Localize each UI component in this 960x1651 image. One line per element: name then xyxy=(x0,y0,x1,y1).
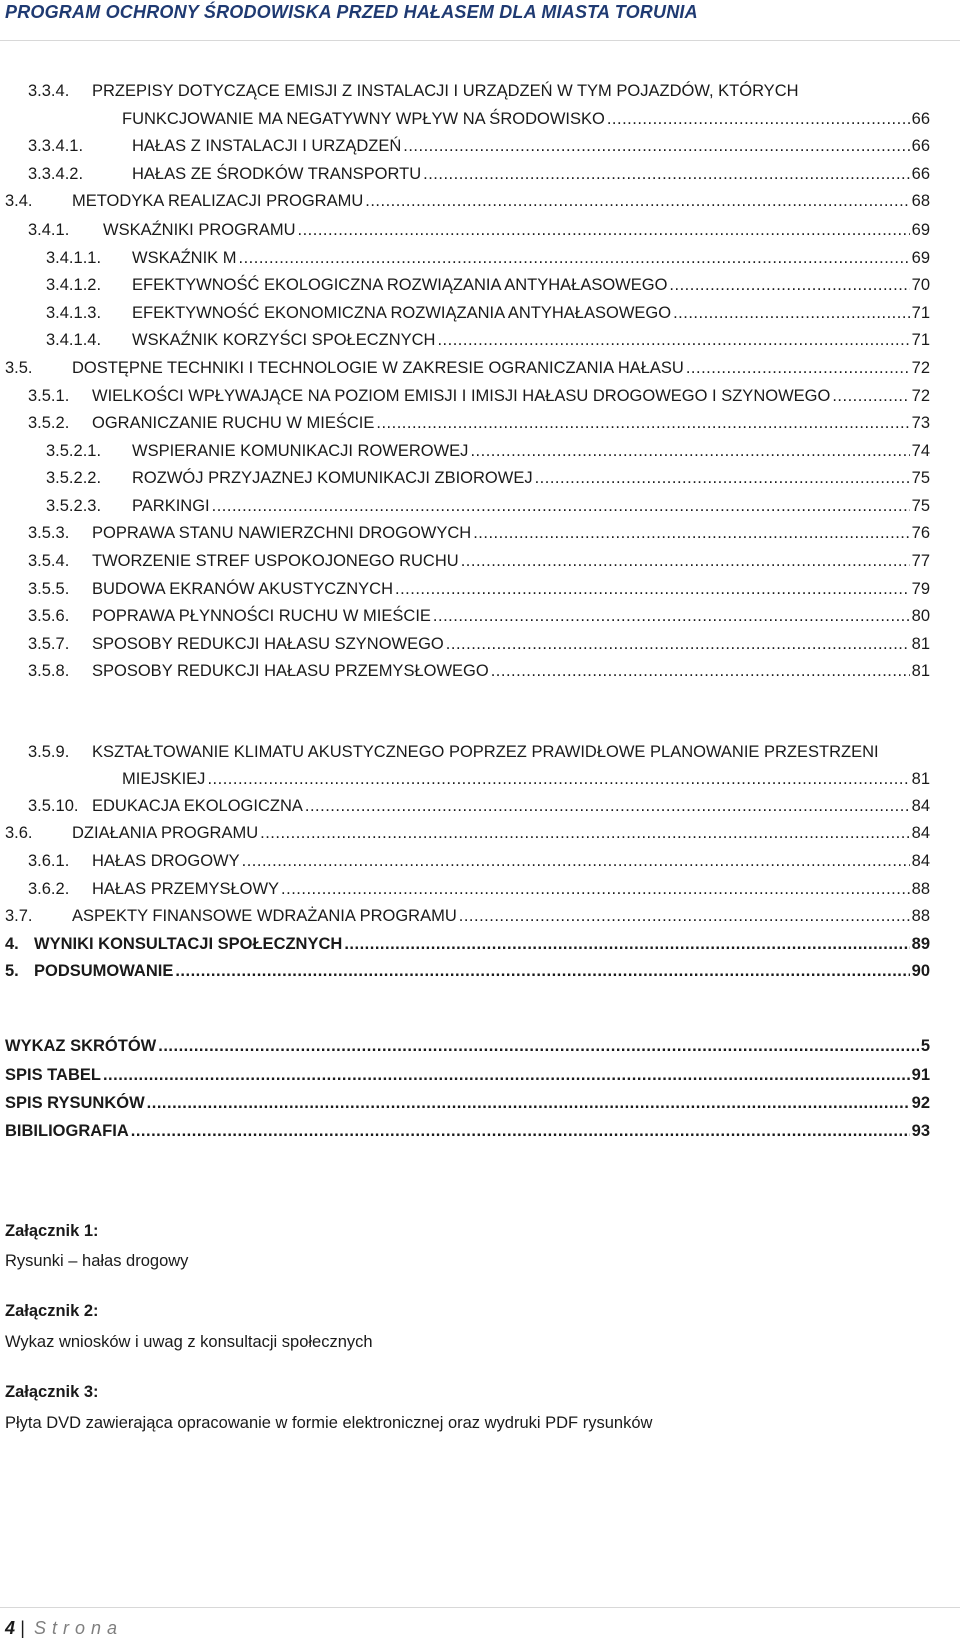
toc-entry[interactable] xyxy=(46,304,930,332)
toc-entry[interactable] xyxy=(46,249,930,277)
toc-entry-page: 5 xyxy=(920,1037,930,1055)
toc-entry-title: OGRANICZANIE RUCHU W MIEŚCIE xyxy=(92,414,375,432)
toc-entry-page: 69 xyxy=(911,249,930,267)
toc-entry-page: 73 xyxy=(911,414,930,432)
toc-entry-number: 3.3.4. xyxy=(28,82,70,100)
toc-leader-dots xyxy=(239,249,910,268)
toc-entry-title: PODSUMOWANIE xyxy=(34,962,174,980)
toc-entry[interactable] xyxy=(28,414,930,442)
toc-entry-page: 72 xyxy=(911,359,930,377)
toc-entry-number: 3.5.2.3. xyxy=(46,497,102,515)
toc-entry-number: 3.3.4.2. xyxy=(28,165,84,183)
toc-entry-page: 71 xyxy=(911,304,930,322)
toc-entry-page: 80 xyxy=(911,607,930,625)
toc-leader-dots xyxy=(260,824,910,843)
toc-leader-dots xyxy=(461,552,910,571)
toc-entry-page: 71 xyxy=(911,331,930,349)
toc-leader-dots xyxy=(131,1122,910,1141)
toc-leader-dots xyxy=(207,770,909,789)
toc-entry-title: WSKAŹNIKI PROGRAMU xyxy=(103,221,296,239)
toc-entry-title: HAŁAS ZE ŚRODKÓW TRANSPORTU xyxy=(132,165,422,183)
toc-entry-title: DOSTĘPNE TECHNIKI I TECHNOLOGIE W ZAKRESIE OGRANICZANIA HAŁASU xyxy=(72,359,684,377)
toc-entry[interactable] xyxy=(5,1122,930,1150)
toc-leader-dots xyxy=(607,110,910,129)
toc-entry-title: TWORZENIE STREF USPOKOJONEGO RUCHU xyxy=(92,552,459,570)
toc-entry-page: 70 xyxy=(911,276,930,294)
toc-leader-dots xyxy=(103,1066,910,1085)
toc-entry-title: SPIS TABEL xyxy=(5,1066,101,1084)
toc-entry-title: METODYKA REALIZACJI PROGRAMU xyxy=(72,192,364,210)
toc-entry[interactable] xyxy=(5,359,930,387)
toc-entry-page: 81 xyxy=(911,770,930,788)
toc-entry-page: 90 xyxy=(911,962,930,980)
toc-entry[interactable] xyxy=(5,1094,930,1122)
toc-entry-number: 3.4.1. xyxy=(28,221,70,239)
toc-entry-page: 66 xyxy=(911,165,930,183)
toc-entry[interactable] xyxy=(28,524,930,552)
toc-leader-dots xyxy=(832,387,909,406)
toc-entry-title: WYNIKI KONSULTACJI SPOŁECZNYCH xyxy=(34,935,343,953)
toc-leader-dots xyxy=(491,662,910,681)
toc-entry-page: 84 xyxy=(911,824,930,842)
toc-entry[interactable] xyxy=(5,907,930,935)
toc-entry-title: WSKAŹNIK KORZYŚCI SPOŁECZNYCH xyxy=(132,331,436,349)
toc-entry-page: 84 xyxy=(911,852,930,870)
toc-entry-number: 3.5.1. xyxy=(28,387,70,405)
toc-entry[interactable] xyxy=(28,607,930,635)
toc-entry[interactable] xyxy=(46,469,930,497)
toc-entry-page: 72 xyxy=(911,387,930,405)
toc-entry[interactable] xyxy=(46,331,930,359)
toc-entry-number: 3.4. xyxy=(5,192,33,210)
toc-entry[interactable] xyxy=(5,824,930,852)
toc-entry-page: 76 xyxy=(911,524,930,542)
toc-leader-dots xyxy=(673,304,910,323)
toc-entry[interactable] xyxy=(28,580,930,608)
toc-entry-number: 3.4.1.3. xyxy=(46,304,102,322)
toc-leader-dots xyxy=(365,192,909,211)
toc-leader-dots xyxy=(669,276,909,295)
toc-entry-number: 3.7. xyxy=(5,907,33,925)
toc-entry-page: 75 xyxy=(911,469,930,487)
toc-entry-title: KSZTAŁTOWANIE KLIMATU AKUSTYCZNEGO POPRZEZ PRAWIDŁOWE PLANOWANIE PRZESTRZENI xyxy=(92,743,879,761)
toc-leader-dots xyxy=(242,852,910,871)
toc-entry-page: 68 xyxy=(911,192,930,210)
toc-entry-title: MIEJSKIEJ xyxy=(122,770,206,788)
toc-entry-number: 3.5. xyxy=(5,359,33,377)
annex-label: Załącznik 1: xyxy=(5,1222,99,1240)
toc-entry[interactable] xyxy=(28,880,930,908)
toc-entry-number: 3.5.7. xyxy=(28,635,70,653)
toc-entry-number: 4. xyxy=(5,935,19,953)
toc-entry-title: HAŁAS PRZEMYSŁOWY xyxy=(92,880,280,898)
toc-leader-dots xyxy=(423,165,910,184)
toc-entry-number: 3.5.6. xyxy=(28,607,70,625)
toc-entry-number: 3.5.8. xyxy=(28,662,70,680)
toc-entry-page: 79 xyxy=(911,580,930,598)
toc-entry[interactable] xyxy=(122,110,930,138)
annex-label: Załącznik 3: xyxy=(5,1383,99,1401)
toc-entry-page: 88 xyxy=(911,880,930,898)
toc-entry-number: 3.5.2.2. xyxy=(46,469,102,487)
toc-entry[interactable] xyxy=(5,192,930,220)
toc-leader-dots xyxy=(473,524,909,543)
annex-text: Rysunki – hałas drogowy xyxy=(5,1252,189,1270)
toc-entry-number: 3.4.1.4. xyxy=(46,331,102,349)
toc-leader-dots xyxy=(147,1094,910,1113)
toc-entry-page: 91 xyxy=(911,1066,930,1084)
toc-entry-page: 75 xyxy=(911,497,930,515)
toc-entry-number: 3.5.5. xyxy=(28,580,70,598)
toc-entry-number: 3.5.2.1. xyxy=(46,442,102,460)
toc-leader-dots xyxy=(344,935,909,954)
toc-entry-page: 77 xyxy=(911,552,930,570)
toc-entry-number: 3.6.2. xyxy=(28,880,70,898)
toc-leader-dots xyxy=(470,442,909,461)
toc-entry-title: ASPEKTY FINANSOWE WDRAŻANIA PROGRAMU xyxy=(72,907,457,925)
toc-entry-title: ROZWÓJ PRZYJAZNEJ KOMUNIKACJI ZBIOROWEJ xyxy=(132,469,533,487)
toc-entry-number: 3.4.1.1. xyxy=(46,249,102,267)
toc-leader-dots xyxy=(158,1037,919,1056)
toc-entry-title: POPRAWA PŁYNNOŚCI RUCHU W MIEŚCIE xyxy=(92,607,431,625)
toc-entry[interactable] xyxy=(28,387,930,415)
toc-entry-title: SPOSOBY REDUKCJI HAŁASU PRZEMYSŁOWEGO xyxy=(92,662,489,680)
toc-entry-page: 69 xyxy=(911,221,930,239)
toc-entry-title: PARKINGI xyxy=(132,497,210,515)
toc-leader-dots xyxy=(686,359,910,378)
toc-entry[interactable] xyxy=(46,276,930,304)
page-header xyxy=(0,0,960,41)
toc-entry-page: 88 xyxy=(911,907,930,925)
toc-entry[interactable] xyxy=(5,935,930,963)
annex-text: Wykaz wniosków i uwag z konsultacji społecznych xyxy=(5,1333,373,1351)
toc-entry-page: 74 xyxy=(911,442,930,460)
toc-entry[interactable] xyxy=(28,552,930,580)
toc-leader-dots xyxy=(395,580,910,599)
toc-entry-title: EFEKTYWNOŚĆ EKONOMICZNA ROZWIĄZANIA ANTYHAŁASOWEGO xyxy=(132,304,672,322)
toc-entry-page: 84 xyxy=(911,797,930,815)
toc-entry-title: PRZEPISY DOTYCZĄCE EMISJI Z INSTALACJI I URZĄDZEŃ W TYM POJAZDÓW, KTÓRYCH xyxy=(92,82,799,100)
toc-entry-page: 92 xyxy=(911,1094,930,1112)
toc-leader-dots xyxy=(281,880,910,899)
toc-entry[interactable] xyxy=(28,635,930,663)
toc-entry[interactable] xyxy=(46,497,930,525)
toc-entry-title: WSPIERANIE KOMUNIKACJI ROWEROWEJ xyxy=(132,442,469,460)
toc-leader-dots xyxy=(437,331,909,350)
toc-entry[interactable] xyxy=(5,1037,930,1065)
toc-entry-page: 81 xyxy=(911,662,930,680)
toc-entry-title: BIBILIOGRAFIA xyxy=(5,1122,129,1140)
toc-entry-title: FUNKCJOWANIE MA NEGATYWNY WPŁYW NA ŚRODOWISKO xyxy=(122,110,605,128)
toc-entry-page: 93 xyxy=(911,1122,930,1140)
toc-leader-dots xyxy=(212,497,910,516)
toc-entry[interactable] xyxy=(28,662,930,690)
toc-leader-dots xyxy=(446,635,910,654)
toc-entry-title: WSKAŹNIK M xyxy=(132,249,237,267)
toc-entry-page: 66 xyxy=(911,110,930,128)
toc-entry-title: HAŁAS Z INSTALACJI I URZĄDZEŃ xyxy=(132,137,402,155)
toc-entry-title: SPOSOBY REDUKCJI HAŁASU SZYNOWEGO xyxy=(92,635,444,653)
toc-leader-dots xyxy=(298,221,910,240)
toc-entry-number: 3.4.1.2. xyxy=(46,276,102,294)
toc-entry-title: SPIS RYSUNKÓW xyxy=(5,1094,145,1112)
toc-entry[interactable] xyxy=(46,442,930,470)
toc-entry[interactable] xyxy=(5,1066,930,1094)
toc-entry-title: EFEKTYWNOŚĆ EKOLOGICZNA ROZWIĄZANIA ANTYHAŁASOWEGO xyxy=(132,276,668,294)
toc-leader-dots xyxy=(433,607,910,626)
toc-leader-dots xyxy=(403,137,909,156)
toc-entry-title: HAŁAS DROGOWY xyxy=(92,852,240,870)
toc-entry[interactable] xyxy=(28,137,930,165)
toc-entry-number: 3.5.3. xyxy=(28,524,70,542)
toc-entry[interactable] xyxy=(28,165,930,193)
page-footer xyxy=(0,1607,960,1651)
toc-entry[interactable] xyxy=(122,770,930,798)
annex-label: Załącznik 2: xyxy=(5,1302,99,1320)
toc-leader-dots xyxy=(175,962,909,981)
page-number: 4 | xyxy=(5,1618,25,1638)
toc-entry[interactable] xyxy=(28,797,930,825)
toc-entry-page: 81 xyxy=(911,635,930,653)
toc-entry-number: 5. xyxy=(5,962,19,980)
page-label: Strona xyxy=(34,1618,124,1638)
toc-leader-dots xyxy=(459,907,910,926)
toc-leader-dots xyxy=(376,414,909,433)
toc-entry[interactable] xyxy=(5,962,930,990)
toc-entry-title: EDUKACJA EKOLOGICZNA xyxy=(92,797,303,815)
toc-entry-number: 3.5.4. xyxy=(28,552,70,570)
toc-entry-title: WYKAZ SKRÓTÓW xyxy=(5,1037,157,1055)
toc-entry-number: 3.6. xyxy=(5,824,33,842)
toc-entry-title: POPRAWA STANU NAWIERZCHNI DROGOWYCH xyxy=(92,524,472,542)
toc-entry[interactable] xyxy=(28,221,930,249)
toc-entry-title: DZIAŁANIA PROGRAMU xyxy=(72,824,259,842)
toc-entry-number: 3.6.1. xyxy=(28,852,70,870)
toc-entry-title: BUDOWA EKRANÓW AKUSTYCZNYCH xyxy=(92,580,394,598)
toc-entry-page: 66 xyxy=(911,137,930,155)
toc-entry-number: 3.5.9. xyxy=(28,743,70,761)
toc-leader-dots xyxy=(535,469,910,488)
toc-entry-page: 89 xyxy=(911,935,930,953)
toc-entry-number: 3.5.2. xyxy=(28,414,70,432)
annex-text: Płyta DVD zawierająca opracowanie w formie elektronicznej oraz wydruki PDF rysunków xyxy=(5,1414,653,1432)
toc-entry-number: 3.3.4.1. xyxy=(28,137,84,155)
toc-leader-dots xyxy=(305,797,910,816)
toc-entry-number: 3.5.10. xyxy=(28,797,79,815)
document-title: PROGRAM OCHRONY ŚRODOWISKA PRZED HAŁASEM DLA MIASTA TORUNIA xyxy=(5,2,698,22)
toc-entry-title: WIELKOŚCI WPŁYWAJĄCE NA POZIOM EMISJI I IMISJI HAŁASU DROGOWEGO I SZYNOWEGO xyxy=(92,387,831,405)
toc-entry[interactable] xyxy=(28,852,930,880)
